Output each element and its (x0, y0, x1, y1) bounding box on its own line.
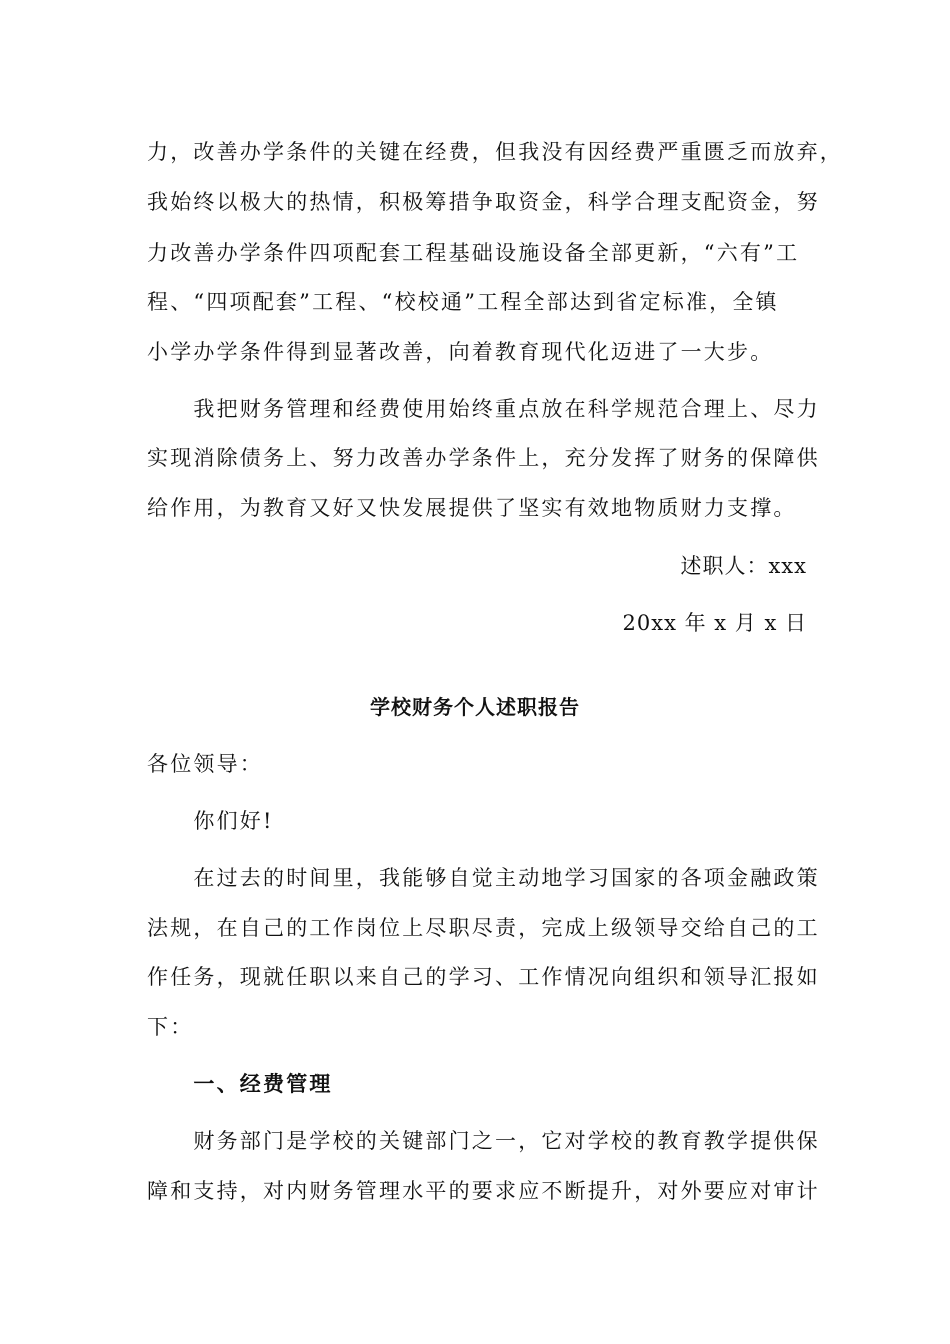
paragraph-line: 作任务，现就任职以来自己的学习、工作情况向组织和领导汇报如 (147, 965, 820, 989)
paragraph-line: 程、“四项配套”工程、“校校通”工程全部达到省定标准，全镇 (147, 290, 779, 314)
greeting: 你们好! (147, 809, 274, 833)
paragraph-line: 实现消除债务上、努力改善办学条件上，充分发挥了财务的保障供 (147, 446, 820, 470)
salutation: 各位领导： (147, 752, 263, 776)
paragraph-line: 给作用，为教育又好又快发展提供了坚实有效地物质财力支撑。 (147, 496, 797, 520)
section-heading: 一、经费管理 (147, 1071, 333, 1096)
paragraph-line: 小学办学条件得到显著改善，向着教育现代化迈进了一大步。 (147, 340, 774, 364)
signature: 述职人：xxx (680, 554, 807, 578)
paragraph-line: 法规，在自己的工作岗位上尽职尽责，完成上级领导交给自己的工 (147, 916, 820, 940)
paragraph-line: 力改善办学条件四项配套工程基础设施设备全部更新，“六有”工 (147, 241, 800, 265)
paragraph-line: 我始终以极大的热情，积极筹措争取资金，科学合理支配资金，努 (147, 190, 820, 214)
paragraph-line: 我把财务管理和经费使用始终重点放在科学规范合理上、尽力 (147, 397, 820, 421)
date: 20xx 年 x 月 x 日 (622, 611, 807, 635)
paragraph-line: 财务部门是学校的关键部门之一，它对学校的教育教学提供保 (147, 1129, 820, 1153)
paragraph-line: 力，改善办学条件的关键在经费，但我没有因经费严重匮乏而放弃， (147, 140, 843, 164)
paragraph-line: 在过去的时间里，我能够自觉主动地学习国家的各项金融政策 (147, 866, 820, 890)
report-title: 学校财务个人述职报告 (370, 695, 580, 719)
paragraph-line: 障和支持，对内财务管理水平的要求应不断提升，对外要应对审计 (147, 1179, 820, 1203)
paragraph-line: 下： (147, 1015, 194, 1039)
